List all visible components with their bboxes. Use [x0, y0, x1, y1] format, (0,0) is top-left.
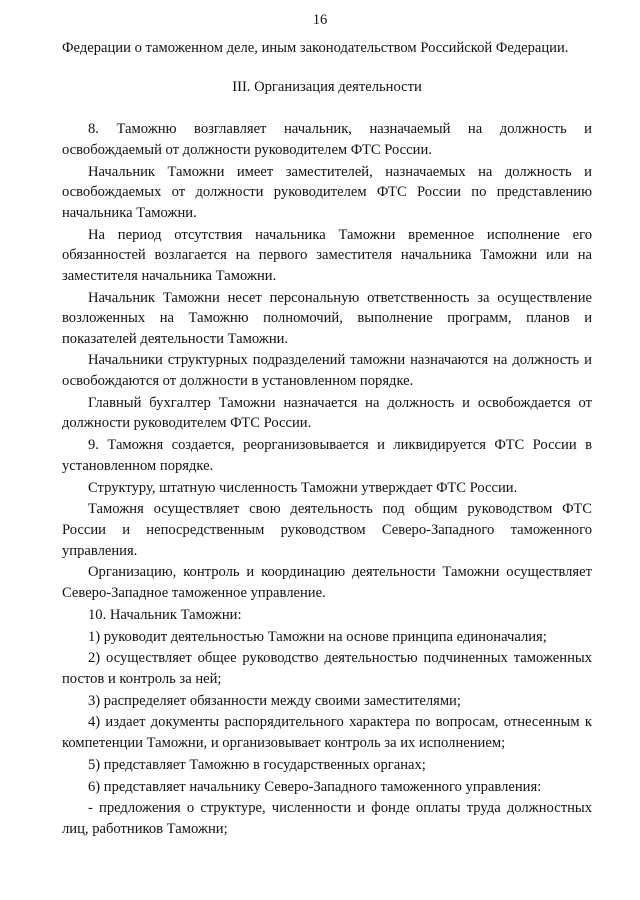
- list-item-4: 4) издает документы распорядительного характера по вопросам, отнесенным к компетенции Таможни, и организовывает контроль за их исполнением;: [62, 714, 592, 752]
- list-item-5: 5) представляет Таможню в государственных органах;: [88, 756, 426, 773]
- list-item-6: 6) представляет начальнику Северо-Западного таможенного управления:: [88, 778, 542, 795]
- paragraph-8-head: 8. Таможню возглавляет начальник, назначаемый на должность и освобождаемый от должности руководителем ФТС России.: [62, 121, 592, 158]
- paragraph-management: Таможня осуществляет свою деятельность под общим руководством ФТС России и непосредственным руководством Северо-Западного таможенного управления.: [62, 501, 592, 559]
- paragraph-10-head: 10. Начальник Таможни:: [88, 606, 242, 623]
- paragraph-chief-accountant: Главный бухгалтер Таможни назначается на должность и освобождается от должности руководителем ФТС России.: [62, 394, 592, 432]
- paragraph-9-creation: 9. Таможня создается, реорганизовывается и ликвидируется ФТС России в установленном порядке.: [62, 437, 592, 474]
- section-heading: III. Организация деятельности: [232, 78, 422, 95]
- list-item-2: 2) осуществляет общее руководство деятельностью подчиненных таможенных постов и контроль за ней;: [62, 650, 592, 687]
- continued-paragraph: Федерации о таможенном деле, иным законодательством Российской Федерации.: [62, 40, 569, 56]
- paragraph-coordination: Организацию, контроль и координацию деятельности Таможни осуществляет Северо-Западное таможенное управление.: [62, 564, 592, 601]
- page-number: 16: [312, 12, 328, 28]
- paragraph-responsibility: Начальник Таможни несет персональную ответственность за осуществление возложенных на Таможню полномочий, выполнение программ, планов и показателей деятельности Таможни.: [62, 289, 592, 347]
- paragraph-deputies: Начальник Таможни имеет заместителей, назначаемых на должность и освобождаемых от должности руководителем ФТС России по представлению начальника Таможни.: [62, 163, 592, 221]
- paragraph-absence: На период отсутствия начальника Таможни временное исполнение его обязанностей возлагается на первого заместителя начальника Таможни или на заместителя начальника Таможни.: [62, 226, 592, 284]
- list-subitem-proposals: - предложения о структуре, численности и фонде оплаты труда должностных лиц, работников Таможни;: [62, 800, 592, 837]
- document-body: [62, 38, 592, 841]
- paragraph-division-heads: Начальники структурных подразделений таможни назначаются на должность и освобождаются от должности в установленном порядке.: [62, 352, 592, 390]
- paragraph-structure: Структуру, штатную численность Таможни утверждает ФТС России.: [88, 479, 518, 496]
- list-item-1: 1) руководит деятельностью Таможни на основе принципа единоначалия;: [88, 628, 547, 645]
- list-item-3: 3) распределяет обязанности между своими заместителями;: [88, 692, 461, 709]
